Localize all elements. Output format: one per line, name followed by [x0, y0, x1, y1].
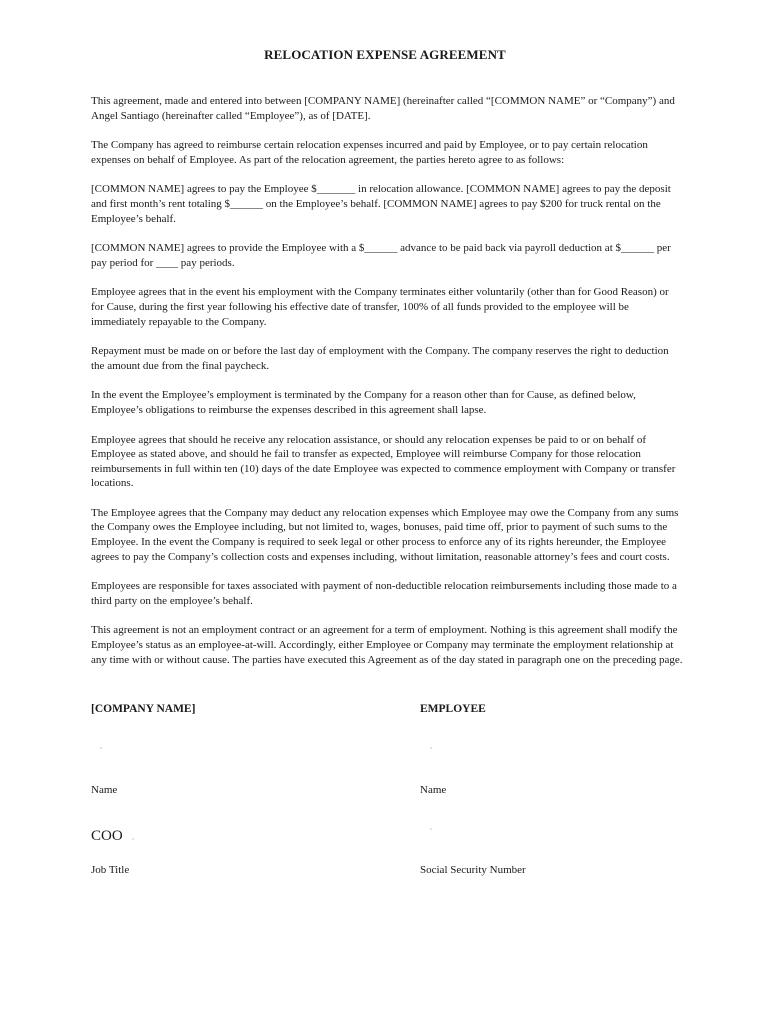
paragraph-lapse: In the event the Employee’s employment is terminated by the Company for a reason other than for Cause, as defined below, Employee’s obligations to reimburse the expenses described in this agreement shall lapse. [91, 389, 636, 416]
employee-signature-field[interactable] [430, 747, 432, 749]
paragraph-repayment: Repayment must be made on or before the last day of employment with the Company. The company reserves the right to deduction the amount due from the final paycheck. [91, 345, 669, 372]
employee-name-label: Name [420, 784, 447, 796]
paragraph-at-will: This agreement is not an employment contract or an agreement for a term of employment. Nothing is this agreement shall modify the Employee’s status as an employee-at-will. Accordingly, either Employee or Company may terminate the employment relationship at any time with or without cause. The parties have executed this Agreement as of the day stated in paragraph one on the preceding page. [91, 624, 683, 666]
employee-signature-heading: EMPLOYEE [420, 703, 486, 715]
paragraph-deduction: The Employee agrees that the Company may deduct any relocation expenses which Employee may owe the Company from any sums the Company owes the Employee including, but not limited to, wages, bonuses, paid time off, prior to payment of such sums to the Employee. In the event the Company is required to seek legal or other process to enforce any of its rights hereunder, the Employee agrees to pay the Company’s collection costs and expenses including, without limitation, reasonable attorney’s fees and court costs. [91, 506, 679, 563]
paragraph-termination: Employee agrees that in the event his employment with the Company terminates either voluntarily (other than for Good Reason) or for Cause, during the first year following his effective date of transfer, 100% of all funds provided to the employee will be immediately repayable to the Company. [91, 286, 669, 328]
paragraph-parties: This agreement, made and entered into between [COMPANY NAME] (hereinafter called “[COMMON NAME” or “Company”) and Angel Santiago (hereinafter called “Employee”), as of [DATE]. [91, 95, 675, 122]
paragraph-allowance: [COMMON NAME] agrees to pay the Employee $_______ in relocation allowance. [COMMON NAME] agrees to pay the deposit and first month’s rent totaling $______ on the Employee’s behalf. [COMMON NAME] agrees to pay $200 for truck rental on the Employee’s behalf. [91, 183, 671, 225]
company-signature-field[interactable] [100, 747, 102, 749]
company-signature-heading: [COMPANY NAME] [91, 703, 196, 715]
document-title: RELOCATION EXPENSE AGREEMENT [264, 47, 506, 62]
document-body [91, 94, 683, 682]
employee-ssn-field[interactable] [430, 828, 432, 830]
company-job-title-value[interactable]: COO [91, 828, 123, 844]
company-title-field-mark [132, 838, 134, 840]
paragraph-reimbursement: The Company has agreed to reimburse certain relocation expenses incurred and paid by Employee, or to pay certain relocation expenses on behalf of Employee. As part of the relocation agreement, the parties hereto agree to as follows: [91, 139, 648, 166]
paragraph-failure-to-transfer: Employee agrees that should he receive any relocation assistance, or should any relocation expenses be paid to or on behalf of Employee as stated above, and should he fail to transfer as expected, Employee will reimburse Company for those relocation reimbursements in full within ten (10) days of the date Employee was expected to commence employment with Company or transfer locations. [91, 433, 676, 490]
paragraph-advance: [COMMON NAME] agrees to provide the Employee with a $______ advance to be paid back via payroll deduction at $______ per pay period for ____ pay periods. [91, 242, 671, 269]
employee-ssn-label: Social Security Number [420, 864, 526, 876]
company-job-title-label: Job Title [91, 864, 130, 876]
paragraph-taxes: Employees are responsible for taxes associated with payment of non-deductible relocation reimbursements including those made to a third party on the employee’s behalf. [91, 580, 677, 607]
company-name-label: Name [91, 784, 118, 796]
